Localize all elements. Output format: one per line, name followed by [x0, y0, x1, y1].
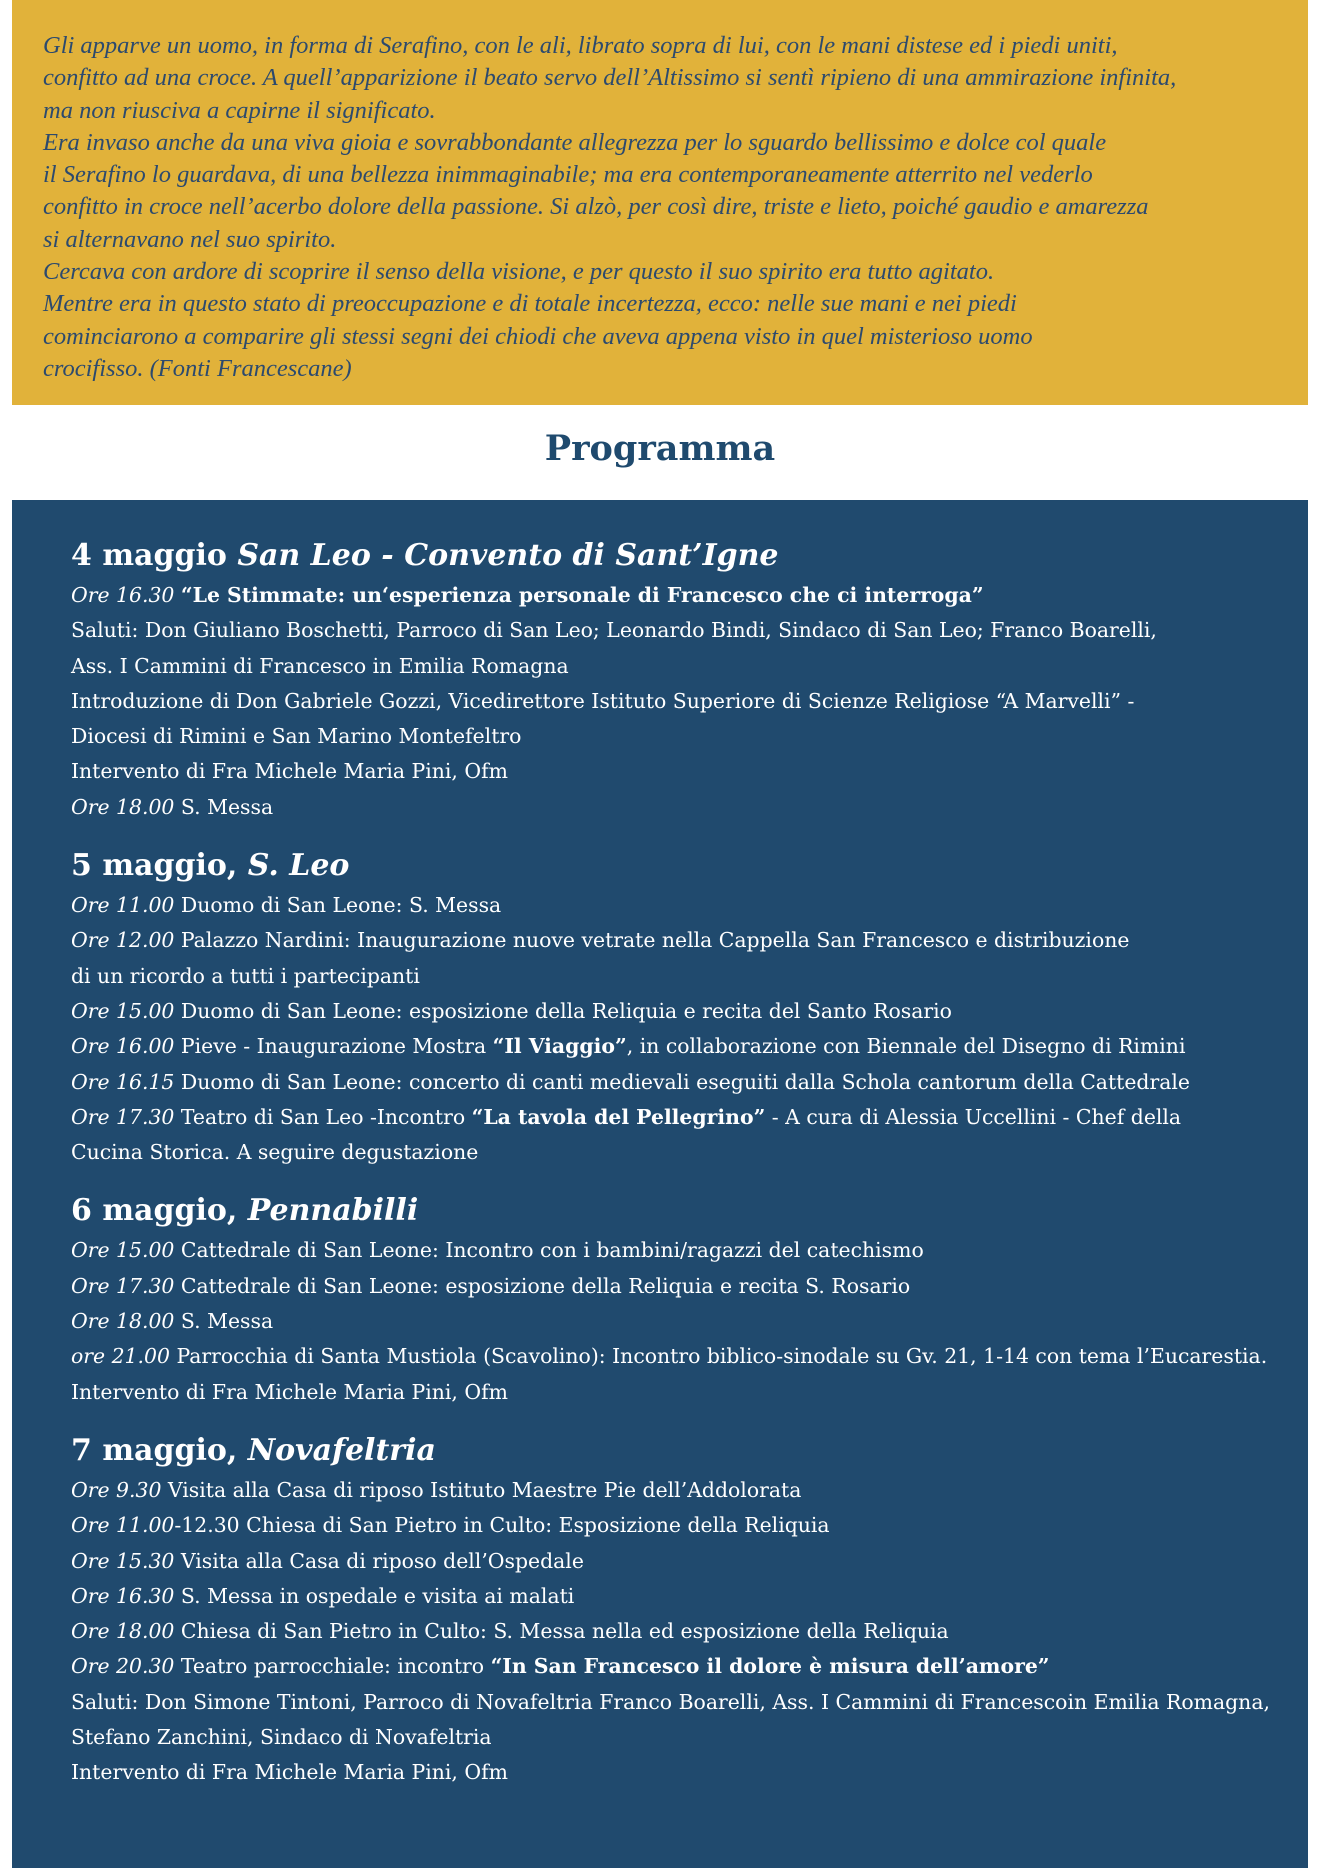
day-place: Novafeltria — [247, 1432, 436, 1468]
schedule-line — [71, 790, 1308, 825]
schedule-line — [71, 1269, 1308, 1304]
schedule-line — [71, 719, 1308, 754]
schedule-line — [71, 1579, 1308, 1614]
event-time: Ore 20.30 — [71, 1654, 181, 1679]
event-text: Cucina Storica. A seguire degustazione — [71, 1140, 479, 1165]
program-schedule — [71, 533, 1308, 1791]
quote-line: cominciarono a comparire gli stessi segni dei chiodi che aveva appena visto in quel misterioso uomo — [43, 322, 1033, 350]
event-text: - A cura di Alessia Uccellini - Chef della — [765, 1104, 1182, 1129]
event-text: Cattedrale di San Leone: esposizione della Reliquia e recita S. Rosario — [180, 1273, 911, 1298]
event-text: Intervento di Fra Michele Maria Pini, Ofm — [71, 759, 508, 784]
event-text: Saluti: Don Giuliano Boschetti, Parroco di San Leo; Leonardo Bindi, Sindaco di San Leo; Franco Boarelli, — [71, 618, 1157, 643]
quote-line: Cercava con ardore di scoprire il senso della visione, e per questo il suo spirito era tutto agitato. — [43, 258, 995, 286]
event-text: Introduzione di Don Gabriele Gozzi, Vicedirettore Istituto Superiore di Scienze Religiose “A Marvelli” - — [71, 688, 1135, 713]
day-date: 5 maggio, — [71, 848, 248, 884]
event-text: Duomo di San Leone: concerto di canti medievali eseguiti dalla Schola cantorum della Cattedrale — [180, 1069, 1190, 1094]
schedule-line — [71, 1233, 1308, 1268]
day-date: 7 maggio, — [71, 1432, 248, 1468]
quote-line: Mentre era in questo stato di preoccupazione e di totale incertezza, ecco: nelle sue mani e nei piedi — [43, 290, 1017, 318]
event-title: “La tavola del Pellegrino” — [471, 1104, 766, 1129]
schedule-line — [71, 888, 1308, 923]
event-time: Ore 15.30 — [71, 1548, 181, 1573]
event-time: Ore 16.15 — [71, 1069, 181, 1094]
schedule-line — [71, 1685, 1308, 1720]
event-text: Chiesa di San Pietro in Culto: S. Messa nella ed esposizione della Reliquia — [180, 1619, 949, 1644]
day-heading — [71, 1428, 1308, 1473]
event-time: Ore 18.00 — [71, 794, 181, 819]
quote-line: ma non riusciva a capirne il significato. — [43, 96, 436, 124]
quote-line: confitto in croce nell’acerbo dolore della passione. Si alzò, per così dire, triste e lieto, poiché gaudio e amarezza — [43, 193, 1149, 221]
day-heading — [71, 533, 1308, 578]
event-text: Teatro di San Leo -Incontro — [180, 1104, 472, 1129]
schedule-line — [71, 613, 1308, 648]
event-time: Ore 17.30 — [71, 1273, 181, 1298]
event-time: Ore 15.00 — [71, 998, 181, 1023]
schedule-line — [71, 1720, 1308, 1755]
schedule-line — [71, 1649, 1308, 1684]
day-place: S. Leo — [247, 848, 350, 884]
quote-line: confitto ad una croce. A quell’apparizione il beato servo dell’Altissimo si sentì ripieno di una ammirazione infinita, — [43, 64, 1177, 92]
event-text: Pieve - Inaugurazione Mostra — [180, 1034, 493, 1059]
quote-line: il Serafino lo guardava, di una bellezza inimmaginabile; ma era contemporaneamente atterrito nel vederlo — [43, 161, 1093, 189]
event-text: Duomo di San Leone: S. Messa — [180, 893, 502, 918]
event-text: di un ricordo a tutti i partecipanti — [71, 963, 420, 988]
day-section — [71, 1188, 1308, 1409]
event-text: Intervento di Fra Michele Maria Pini, Ofm — [71, 1760, 508, 1785]
quote-line: Gli apparve un uomo, in forma di Serafino, con le ali, librato sopra di lui, con le mani distese ed i piedi uniti, — [43, 32, 1118, 59]
page-title: Programma — [544, 428, 776, 469]
event-text: , in collaborazione con Biennale del Disegno di Rimini — [626, 1034, 1186, 1059]
quote-text — [43, 30, 1268, 385]
event-time: Ore 15.00 — [71, 1238, 181, 1263]
event-time: ore 21.00 — [71, 1344, 177, 1369]
day-section — [71, 1428, 1308, 1791]
event-text: Duomo di San Leone: esposizione della Reliquia e recita del Santo Rosario — [180, 998, 952, 1023]
event-text: S. Messa in ospedale e visita ai malati — [180, 1583, 575, 1608]
event-text: Diocesi di Rimini e San Marino Montefeltro — [71, 724, 522, 749]
event-text: Saluti: Don Simone Tintoni, Parroco di Novafeltria Franco Boarelli, Ass. I Cammini di Francescoin Emilia Romagna, — [71, 1689, 1270, 1714]
schedule-line — [71, 684, 1308, 719]
event-time: Ore 9.30 — [71, 1477, 168, 1502]
event-text: Teatro parrocchiale: incontro — [180, 1654, 491, 1679]
day-heading — [71, 843, 1308, 888]
event-time: Ore 16.30 — [71, 583, 181, 607]
event-text: Visita alla Casa di riposo Istituto Maestre Pie dell’Addolorata — [167, 1477, 802, 1502]
event-text: Parrocchia di Santa Mustiola (Scavolino): Incontro biblico-sinodale su Gv. 21, 1-14 con tema l’Eucarestia. — [176, 1344, 1268, 1369]
day-place: San Leo - Convento di Sant’Igne — [237, 538, 779, 573]
schedule-line — [71, 1473, 1308, 1508]
program-box — [12, 500, 1308, 1868]
schedule-line — [71, 578, 1308, 613]
schedule-line — [71, 923, 1308, 958]
schedule-line — [71, 1614, 1308, 1649]
day-section — [71, 533, 1308, 825]
schedule-line — [71, 1755, 1308, 1790]
event-time: Ore 11.00 — [71, 1513, 175, 1538]
event-text: S. Messa — [180, 1309, 274, 1334]
schedule-line — [71, 1029, 1308, 1064]
schedule-line — [71, 1375, 1308, 1410]
event-text: -12.30 Chiesa di San Pietro in Culto: Esposizione della Reliquia — [174, 1513, 830, 1538]
schedule-line — [71, 994, 1308, 1029]
event-text: Cattedrale di San Leone: Incontro con i bambini/ragazzi del catechismo — [180, 1238, 924, 1263]
event-text: Intervento di Fra Michele Maria Pini, Ofm — [71, 1379, 508, 1404]
schedule-line — [71, 959, 1308, 994]
event-text: Palazzo Nardini: Inaugurazione nuove vetrate nella Cappella San Francesco e distribuzione — [180, 928, 1130, 953]
schedule-line — [71, 1304, 1308, 1339]
schedule-line — [71, 1544, 1308, 1579]
event-time: Ore 17.30 — [71, 1104, 181, 1129]
schedule-line — [71, 1065, 1308, 1100]
schedule-line — [71, 754, 1308, 789]
day-heading — [71, 1188, 1308, 1233]
event-time: Ore 16.00 — [71, 1034, 181, 1059]
event-time: Ore 11.00 — [71, 893, 181, 918]
quote-box — [12, 0, 1308, 405]
event-text: Ass. I Cammini di Francesco in Emilia Romagna — [71, 653, 569, 678]
event-title: “In San Francesco il dolore è misura dell’amore” — [490, 1654, 1050, 1679]
day-date: 6 maggio, — [71, 1193, 248, 1229]
event-text: Visita alla Casa di riposo dell’Ospedale — [180, 1548, 584, 1573]
event-text: Stefano Zanchini, Sindaco di Novafeltria — [71, 1725, 492, 1750]
schedule-line — [71, 649, 1308, 684]
day-date: 4 maggio — [71, 538, 238, 573]
event-time: Ore 18.00 — [71, 1309, 181, 1334]
event-title: “Il Viaggio” — [492, 1034, 627, 1059]
schedule-line — [71, 1339, 1308, 1374]
day-place: Pennabilli — [247, 1193, 419, 1229]
event-time: Ore 16.30 — [71, 1583, 181, 1608]
event-title: “Le Stimmate: un‘esperienza personale di Francesco che ci interroga” — [180, 583, 984, 607]
day-section — [71, 843, 1308, 1170]
schedule-line — [71, 1135, 1308, 1170]
quote-line: Era invaso anche da una viva gioia e sovrabbondante allegrezza per lo sguardo bellissimo e dolce col quale — [43, 128, 1107, 156]
event-time: Ore 18.00 — [71, 1619, 181, 1644]
schedule-line — [71, 1100, 1308, 1135]
quote-line: crocifisso. (Fonti Francescane) — [43, 354, 352, 382]
event-time: Ore 12.00 — [71, 928, 181, 953]
schedule-line — [71, 1508, 1308, 1543]
event-text: S. Messa — [180, 794, 274, 819]
quote-line: si alternavano nel suo spirito. — [43, 225, 337, 253]
